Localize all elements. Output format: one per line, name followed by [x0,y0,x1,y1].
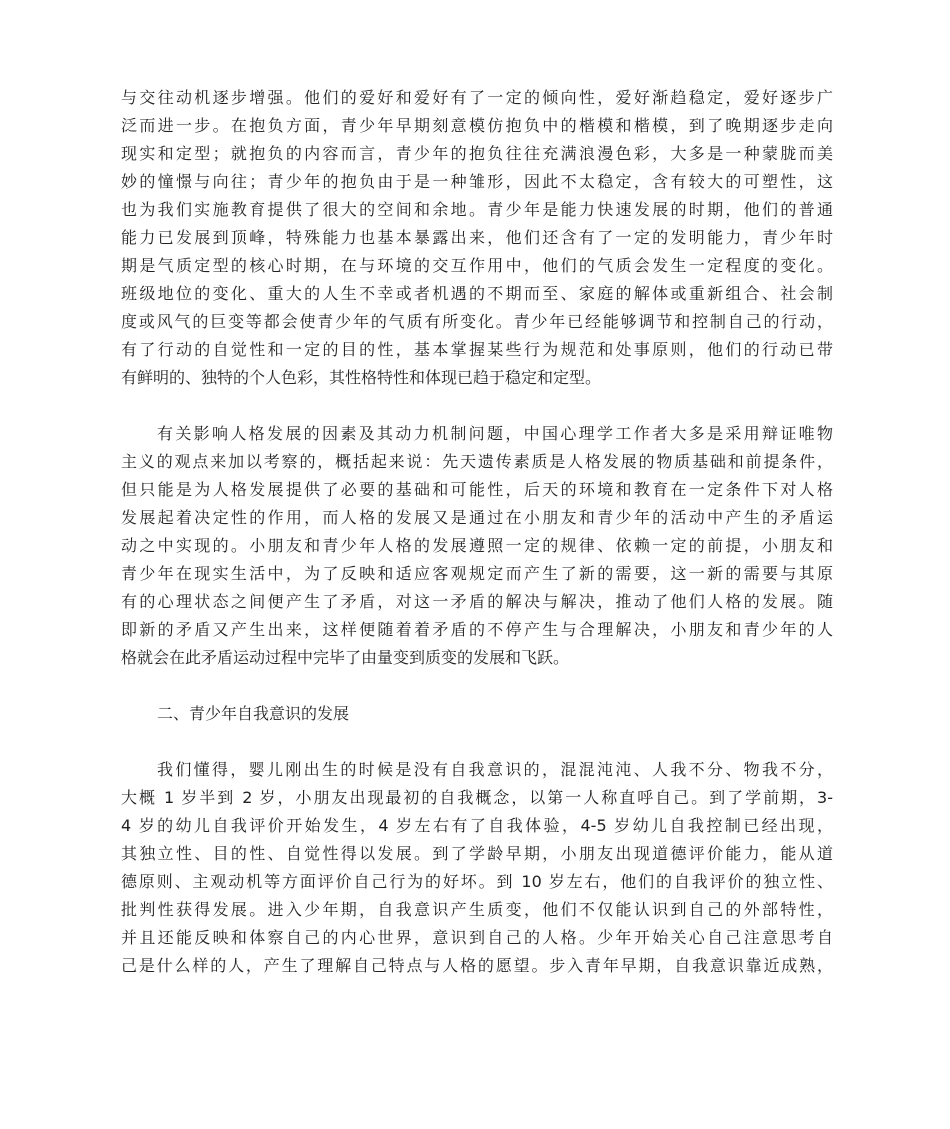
section-heading: 二、青少年自我意识的发展 [157,704,350,723]
text-line: 格就会在此矛盾运动过程中完毕了由量变到质变的发展和飞跃。 [121,648,570,667]
text-line: 有了行动的自觉性和一定的目的性，基本掌握某些行为规范和处事原则，他们的行动已带 [121,340,833,359]
text-line: 度或风气的巨变等都会使青少年的气质有所变化。青少年已经能够调节和控制自己的行动， [121,312,833,331]
paragraph-personality-adolescence [121,84,833,392]
paragraph-spacer [121,392,833,420]
text-line: 动之中实现的。小朋友和青少年人格的发展遵照一定的规律、依赖一定的前提，小朋友和 [121,536,833,555]
text-line: 其独立性、目的性、自觉性得以发展。到了学龄早期，小朋友出现道德评价能力，能从道 [121,844,833,863]
text-line: 与交往动机逐步增强。他们的爱好和爱好有了一定的倾向性，爱好渐趋稳定，爱好逐步广 [121,88,833,107]
text-line: 能力已发展到顶峰，特殊能力也基本暴露出来，他们还含有了一定的发明能力，青少年时 [121,228,833,247]
text-line: 大概 1 岁半到 2 岁，小朋友出现最初的自我概念，以第一人称直呼自己。到了学前期，3- [121,788,833,807]
text-line: 期是气质定型的核心时期，在与环境的交互作用中，他们的气质会发生一定程度的变化。 [121,256,833,275]
text-line: 妙的憧憬与向往；青少年的抱负由于是一种雏形，因此不太稳定，含有较大的可塑性，这 [121,172,833,191]
paragraph-self-awareness [121,756,833,980]
text-line: 并且还能反映和体察自己的内心世界，意识到自己的人格。少年开始关心自己注意思考自 [121,928,833,947]
text-line: 发展起着决定性的作用，而人格的发展又是通过在小朋友和青少年的活动中产生的矛盾运 [121,508,833,527]
paragraph-personality-factors [121,420,833,672]
document-body [121,84,833,980]
text-line: 有的心理状态之间便产生了矛盾，对这一矛盾的解决与解决，推动了他们人格的发展。随 [121,592,833,611]
paragraph-spacer [121,672,833,700]
text-line: 即新的矛盾又产生出来，这样便随着着矛盾的不停产生与合理解决，小朋友和青少年的人 [121,620,833,639]
text-line: 青少年在现实生活中，为了反映和适应客观规定而产生了新的需要，这一新的需要与其原 [121,564,833,583]
text-line: 现实和定型；就抱负的内容而言，青少年的抱负往往充满浪漫色彩，大多是一种蒙胧而美 [121,144,833,163]
paragraph-spacer [121,728,833,756]
text-line: 我们懂得，婴儿刚出生的时候是没有自我意识的，混混沌沌、人我不分、物我不分， [157,760,833,779]
text-line: 有关影响人格发展的因素及其动力机制问题，中国心理学工作者大多是采用辩证唯物 [157,424,833,443]
text-line: 有鲜明的、独特的个人色彩，其性格特性和体现已趋于稳定和定型。 [121,368,602,387]
text-line: 泛而进一步。在抱负方面，青少年早期刻意模仿抱负中的楷模和楷模，到了晚期逐步走向 [121,116,833,135]
text-line: 但只能是为人格发展提供了必要的基础和可能性，后天的环境和教育在一定条件下对人格 [121,480,833,499]
text-line: 德原则、主观动机等方面评价自己行为的好坏。到 10 岁左右，他们的自我评价的独立性、 [121,872,833,891]
text-line: 主义的观点来加以考察的，概括起来说：先天遗传素质是人格发展的物质基础和前提条件， [121,452,833,471]
text-line: 批判性获得发展。进入少年期，自我意识产生质变，他们不仅能认识到自己的外部特性， [121,900,833,919]
text-line: 己是什么样的人，产生了理解自己特点与人格的愿望。步入青年早期，自我意识靠近成熟， [121,956,833,975]
text-line: 班级地位的变化、重大的人生不幸或者机遇的不期而至、家庭的解体或重新组合、社会制 [121,284,833,303]
text-line: 4 岁的幼儿自我评价开始发生，4 岁左右有了自我体验，4-5 岁幼儿自我控制已经出现， [121,816,833,835]
text-line: 也为我们实施教育提供了很大的空间和余地。青少年是能力快速发展的时期，他们的普通 [121,200,833,219]
